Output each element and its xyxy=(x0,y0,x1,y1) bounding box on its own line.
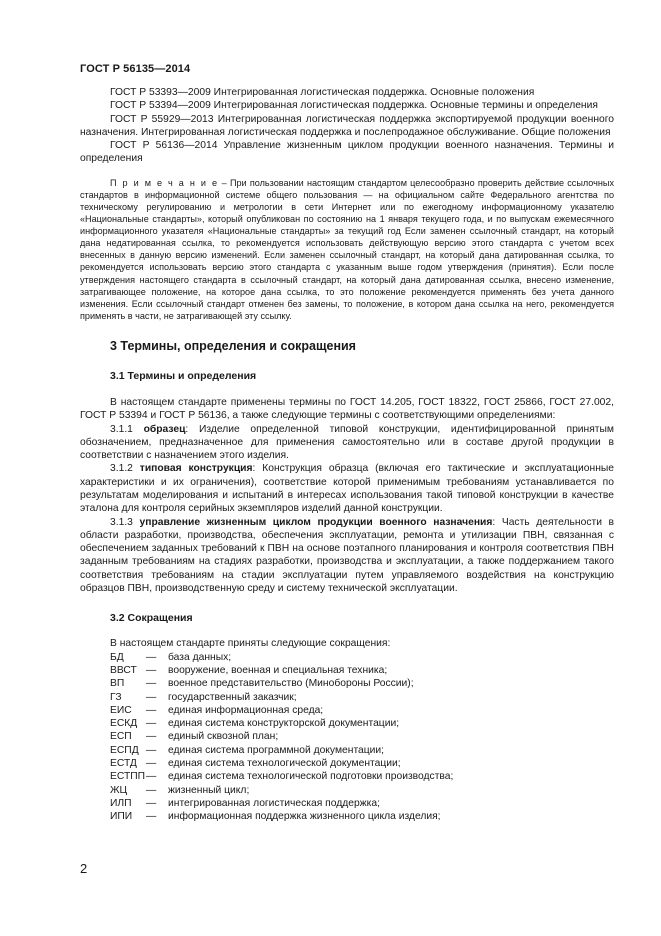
abbreviation-code: ИПИ xyxy=(110,811,133,823)
abbreviation-row xyxy=(110,717,614,730)
abbreviation-dash: — xyxy=(146,731,157,743)
abbreviation-row xyxy=(110,757,614,770)
term-number: 3.1.3 xyxy=(110,516,140,528)
term-text: : Изделие определенной типовой конструкции, идентифицированной принятым обозначением, предназначенное для применения самостоятельно или в составе другой продукции в соответствии с назначением этого изделия. xyxy=(80,423,615,462)
section-3-heading: 3 Термины, определения и сокращения xyxy=(110,338,356,353)
note-text: – При пользовании настоящим стандартом целесообразно проверить действие ссылочных стандартов в информационной системе общего пользования — на официальном сайте Федерального агентства по техническому регулированию и метрологии в сети Интернет или по ежегодному информационному указателю «Национальные стандарты», который опубликован по состоянию на 1 января текущего года, и по выпускам ежемесячного информационного указателя «Национальные стандарты» за текущий год Если заменен ссылочный стандарт, на который дана недатированная ссылка, то рекомендуется использовать действующую версию этого стандарта с учетом всех внесенных в данную версию изменений. Если заменен ссылочный стандарт, на который дана датированная ссылка, то рекомендуется использовать версию этого стандарта с указанным выше годом утверждения (принятия). Если после утверждения настоящего стандарта в ссылочный стандарт, на который дана датированная ссылка, внесено изменение, затрагивающее положение, на которое дана ссылка, то это положение рекомендуется применять без учета данного изменения. Если ссылочный стандарт отменен без замены, то положение, в котором дана ссылка на него, рекомендуется применять в части, не затрагивающей эту ссылку. xyxy=(80,177,614,321)
page-number: 2 xyxy=(80,861,88,876)
terms-intro: В настоящем стандарте применены термины по ГОСТ 14.205, ГОСТ 18322, ГОСТ 25866, ГОСТ 27.002, ГОСТ Р 53394 и ГОСТ Р 56136, а также следующие термины с соответствующими определениями: xyxy=(80,396,614,422)
abbreviation-dash: — xyxy=(146,744,157,756)
term-definition xyxy=(80,423,614,463)
reference-item: ГОСТ Р 56136—2014 Управление жизненным циклом продукции военного назначения. Термины и определения xyxy=(80,140,614,165)
abbreviation-code: ЕСКД xyxy=(110,718,138,730)
abbreviation-dash: — xyxy=(146,811,157,823)
reference-note xyxy=(80,177,614,322)
abbreviation-row xyxy=(110,744,614,757)
abbreviation-definition: жизненный цикл; xyxy=(168,784,250,796)
abbreviation-definition: вооружение, военная и специальная техника; xyxy=(168,664,388,676)
abbreviations-intro: В настоящем стандарте приняты следующие сокращения: xyxy=(110,638,391,650)
section-3-2-heading: 3.2 Сокращения xyxy=(110,612,193,625)
abbreviation-definition: единый сквозной план; xyxy=(168,731,279,743)
reference-item: ГОСТ Р 53393—2009 Интегрированная логистическая поддержка. Основные положения xyxy=(110,87,535,98)
term-number: 3.1.2 xyxy=(110,463,140,475)
abbreviation-code: ГЗ xyxy=(110,691,122,703)
term-definition xyxy=(80,516,614,596)
abbreviation-code: ЖЦ xyxy=(110,784,128,796)
abbreviation-row xyxy=(110,677,614,690)
abbreviation-row xyxy=(110,784,614,797)
abbreviation-dash: — xyxy=(146,704,157,716)
abbreviation-definition: государственный заказчик; xyxy=(168,691,297,703)
abbreviation-row xyxy=(110,704,614,717)
abbreviation-row xyxy=(110,651,614,664)
abbreviation-dash: — xyxy=(146,758,157,770)
abbreviation-dash: — xyxy=(146,664,157,676)
abbreviation-definition: единая информационная среда; xyxy=(168,704,324,716)
term-name: управление жизненным циклом продукции военного назначения xyxy=(139,516,493,528)
abbreviation-row xyxy=(110,797,614,810)
abbreviation-dash: — xyxy=(146,797,157,809)
abbreviation-code: ЕСТД xyxy=(110,758,137,770)
term-number: 3.1.1 xyxy=(110,423,144,435)
abbreviation-row xyxy=(110,730,614,743)
abbreviation-dash: — xyxy=(146,691,157,703)
abbreviation-row xyxy=(110,770,614,783)
document-header: ГОСТ Р 56135—2014 xyxy=(80,63,191,75)
abbreviation-dash: — xyxy=(146,718,157,730)
abbreviation-definition: единая система технологической документации; xyxy=(168,758,401,770)
abbreviation-code: ВП xyxy=(110,678,125,690)
abbreviation-dash: — xyxy=(146,784,157,796)
term-definition xyxy=(80,462,614,515)
abbreviation-code: ЕСПД xyxy=(110,744,139,756)
abbreviation-row xyxy=(110,691,614,704)
abbreviations-list xyxy=(80,651,614,824)
abbreviation-code: ИЛП xyxy=(110,797,132,809)
note-label: П р и м е ч а н и е xyxy=(110,177,219,188)
term-text: : Часть деятельности в области разработки, производства, обеспечения эксплуатации, ремонта и утилизации ПВН, связанная с обеспечением заданных требований к ПВН на основе поэтапного планирования и контроля соответствия ПВН заданным требованиям на стадиях разработки, производства и эксплуатации, а также поддержанием такого соответствия требованиям на стадии эксплуатации путем управляемого воздействия на конструкцию образцов ПВН, производственную среду и систему технической эксплуатации. xyxy=(80,516,615,595)
abbreviation-dash: — xyxy=(146,771,157,783)
abbreviation-definition: единая система программной документации; xyxy=(168,744,385,756)
abbreviation-definition: единая система технологической подготовки производства; xyxy=(168,771,454,783)
abbreviation-definition: база данных; xyxy=(168,651,232,663)
abbreviation-definition: военное представительство (Минобороны России); xyxy=(168,678,414,690)
abbreviation-code: ЕИС xyxy=(110,704,132,716)
term-name: образец xyxy=(143,423,186,435)
abbreviation-dash: — xyxy=(146,651,157,663)
abbreviation-definition: единая система конструкторской документации; xyxy=(168,718,400,730)
term-name: типовая конструкция xyxy=(139,463,253,475)
abbreviation-definition: интегрированная логистическая поддержка; xyxy=(168,797,380,809)
abbreviation-dash: — xyxy=(146,678,157,690)
abbreviation-code: БД xyxy=(110,651,124,663)
abbreviation-code: ЕСП xyxy=(110,731,132,743)
reference-item: ГОСТ Р 55929—2013 Интегрированная логистическая поддержка экспортируемой продукции военного назначения. Интегрированная логистическая поддержка и послепродажное обслуживание. Общие положения xyxy=(80,113,614,138)
abbreviation-row xyxy=(110,810,614,823)
term-text: : Конструкция образца (включая его тактические и эксплуатационные характеристики и их ограничения), соответствие которой применимым требованиям устанавливается по результатам моделирования и испытаний в интересах использования такой типовой конструкции в качестве эталона для контроля серийных экземпляров изделий данной конструкции. xyxy=(80,463,615,515)
abbreviation-row xyxy=(110,664,614,677)
abbreviation-code: ВВСТ xyxy=(110,664,137,676)
section-3-1-heading: 3.1 Термины и определения xyxy=(110,369,257,382)
abbreviation-code: ЕСТПП xyxy=(110,771,146,783)
reference-item: ГОСТ Р 53394—2009 Интегрированная логистическая поддержка. Основные термины и определения xyxy=(110,100,598,112)
abbreviation-definition: информационная поддержка жизненного цикла изделия; xyxy=(168,811,441,823)
document-body xyxy=(80,86,614,824)
